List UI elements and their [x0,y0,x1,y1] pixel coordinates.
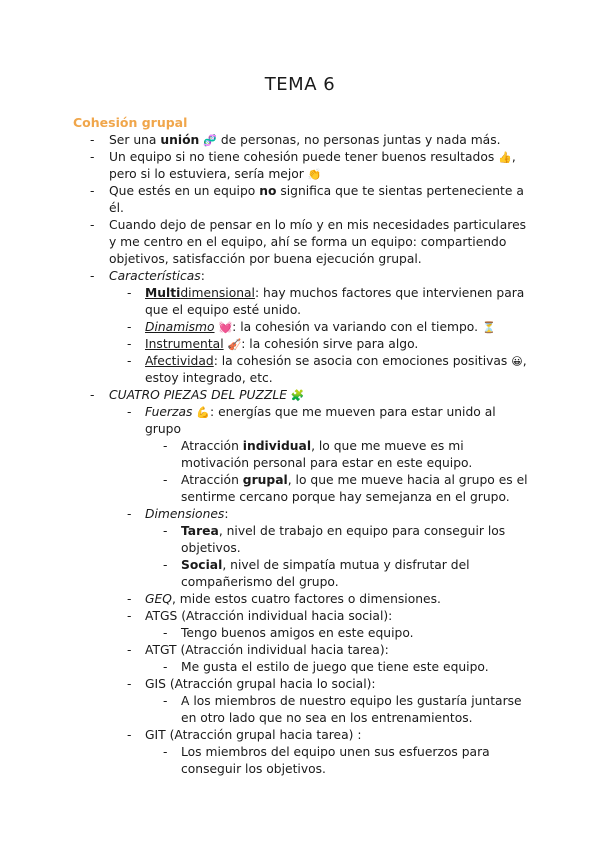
list-item: - GEQ, mide estos cuatro factores o dimensiones. [109,591,535,608]
section-heading: Cohesión grupal [73,115,188,130]
list-item: - ATGT (Atracción individual hacia tarea): - Me gusta el estilo de juego que tiene este equipo. [109,642,535,676]
list-item: - Cuando dejo de pensar en lo mío y en mis necesidades particulares y me centro en el equipo, ahí se forma un equipo: compartiendo objetivos, satisfacción por buena ejecución grupal. [73,217,535,268]
sub-sub-list [145,438,535,506]
list-item: - A los miembros de nuestro equipo les gustaría juntarse en otro lado que no sea en los entrenamientos. [145,693,535,727]
list-item: - GIT (Atracción grupal hacia tarea) : - Los miembros del equipo unen sus esfuerzos para conseguir los objetivos. [109,727,535,778]
sub-sub-list [145,659,535,676]
list-item: - Los miembros del equipo unen sus esfuerzos para conseguir los objetivos. [145,744,535,778]
list-item: - Ser una unión 🧬 de personas, no personas juntas y nada más. [73,132,535,149]
list-item: - Afectividad: la cohesión se asocia con emociones positivas 😀, estoy integrado, etc. [109,353,535,387]
puzzle-icon: 🧩 [290,389,305,402]
hourglass-icon: ⏳ [481,321,496,334]
sub-sub-list [145,523,535,591]
list-item: - Características: - Multidimensional: hay muchos factores que intervienen para que el equipo esté unido. - Dinamismo 💓: la cohesión va variando con el tiempo. ⏳ - Instrumental 🎻: la cohesión sirve para algo. - Afectividad: la cohesión se asocia con emociones positivas 😀, estoy integrado, etc. [73,268,535,387]
list-item: - GIS (Atracción grupal hacia lo social): - A los miembros de nuestro equipo les gustaría juntarse en otro lado que no sea en los entrenamientos. [109,676,535,727]
list-item: - Fuerzas 💪: energías que me mueven para estar unido al grupo - Atracción individual, lo que me mueve es mi motivación personal para estar en este equipo. - Atracción grupal, lo que me mueve hacia al grupo es el sentirme cercano porque hay semejanza en el grupo. [109,404,535,506]
sub-list [109,404,535,778]
clapping-icon: 👏 [307,168,322,181]
list-item: - Tengo buenos amigos en este equipo. [145,625,535,642]
thumbs-up-icon: 👍 [498,151,512,164]
list-item: - Me gusta el estilo de juego que tiene este equipo. [145,659,535,676]
bullet-list [73,132,535,778]
list-item: - Multidimensional: hay muchos factores que intervienen para que el equipo esté unido. [109,285,535,319]
list-item: - Atracción individual, lo que me mueve es mi motivación personal para estar en este equipo. [145,438,535,472]
list-item: - Social, nivel de simpatía mutua y disfrutar del compañerismo del grupo. [145,557,535,591]
list-item: - Dinamismo 💓: la cohesión va variando con el tiempo. ⏳ [109,319,535,336]
sub-sub-list [145,625,535,642]
list-item: - Instrumental 🎻: la cohesión sirve para algo. [109,336,535,353]
sub-list [109,285,535,387]
content [73,132,535,778]
violin-icon: 🎻 [227,338,242,351]
smile-icon: 😀 [511,355,523,368]
list-item: - CUATRO PIEZAS DEL PUZZLE 🧩 - Fuerzas 💪: energías que me mueven para estar unido al grupo - Atracción individual, lo que me mueve es mi motivación personal para estar en este equipo. - Atracción grupal, lo que me mueve hacia al grupo es el sentirme cercano porque hay semejanza en el grupo. - Dimensiones: - Tarea, nivel de trabajo en equipo para conseguir los objetivos. - Social, nivel de simpatía mutua y disfrutar del compañerismo del grupo. - GEQ, mide estos cuatro factores o dimensiones. - ATGS (Atracción individual hacia social): - Tengo buenos amigos en este equipo. - ATGT (Atracción individual hacia tarea): - Me gusta el estilo de juego que tiene este equipo. - GIS (Atracción grupal hacia lo social): - A los miembros de nuestro equipo les gustaría juntarse en otro lado que no sea en los entrenamientos. - GIT (Atracción grupal hacia tarea) : - Los miembros del equipo unen sus esfuerzos para conseguir los objetivos. [73,387,535,778]
list-item: - ATGS (Atracción individual hacia social): - Tengo buenos amigos en este equipo. [109,608,535,642]
sub-sub-list [145,744,535,778]
heart-icon: 💓 [218,321,233,334]
muscle-icon: 💪 [196,406,211,419]
list-item: - Dimensiones: - Tarea, nivel de trabajo en equipo para conseguir los objetivos. - Social, nivel de simpatía mutua y disfrutar del compañerismo del grupo. [109,506,535,591]
list-item: - Atracción grupal, lo que me mueve hacia al grupo es el sentirme cercano porque hay semejanza en el grupo. [145,472,535,506]
page-title: TEMA 6 [264,74,336,95]
list-item: - Que estés en un equipo no significa que te sientas perteneciente a él. [73,183,535,217]
sub-sub-list [145,693,535,727]
list-item: - Un equipo si no tiene cohesión puede tener buenos resultados 👍, pero si lo estuviera, sería mejor 👏 [73,149,535,183]
list-item: - Tarea, nivel de trabajo en equipo para conseguir los objetivos. [145,523,535,557]
dna-icon: 🧬 [203,134,217,147]
